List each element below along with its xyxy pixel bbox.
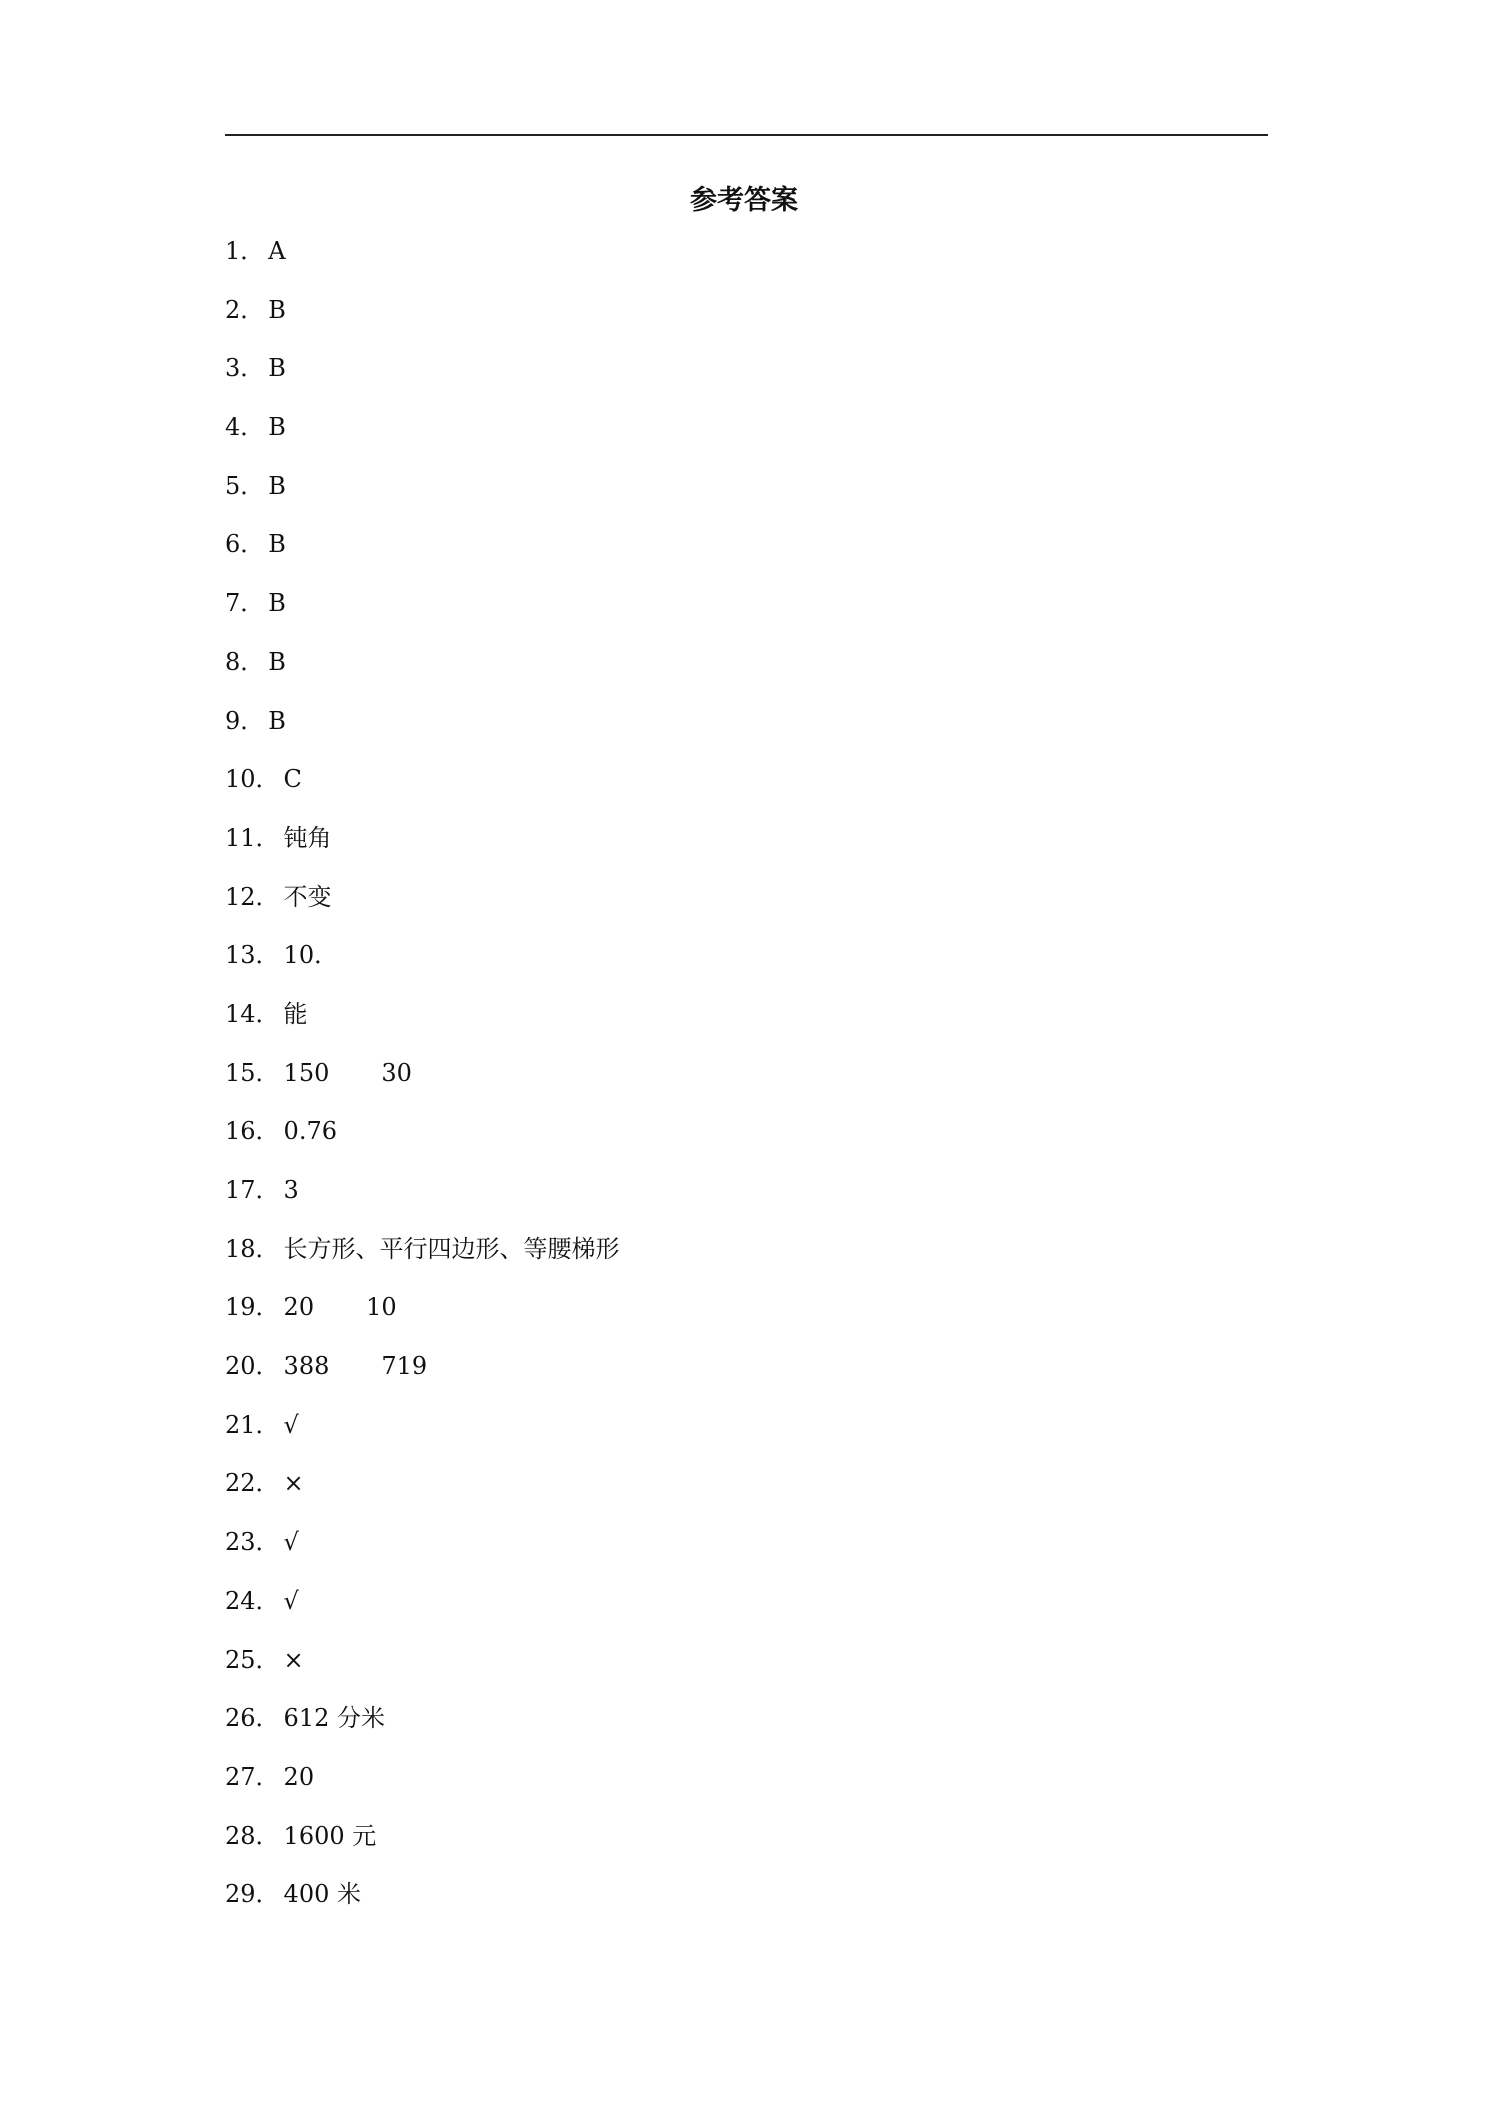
answer-item	[225, 819, 1265, 878]
answer-number: 11．	[225, 823, 280, 852]
answer-number: 24．	[225, 1586, 280, 1615]
answer-item	[225, 1875, 1265, 1934]
answer-number: 21．	[225, 1410, 280, 1439]
answer-number: 10．	[225, 765, 280, 794]
answer-item	[225, 936, 1265, 995]
answer-number: 20．	[225, 1352, 280, 1381]
page-title: 参考答案	[690, 185, 798, 216]
answer-item	[225, 1171, 1265, 1230]
answer-value: ×	[283, 1469, 304, 1498]
answer-item	[225, 995, 1265, 1054]
answer-value: B	[268, 354, 286, 383]
answer-value: B	[268, 295, 286, 324]
answer-value-second: 719	[381, 1352, 428, 1381]
answer-item	[225, 232, 1265, 291]
answer-number: 7．	[225, 589, 265, 618]
answer-value: B	[268, 471, 286, 500]
answer-value: √	[283, 1586, 299, 1615]
answer-number: 12．	[225, 882, 280, 911]
answer-number: 13．	[225, 941, 280, 970]
answer-number: 23．	[225, 1528, 280, 1557]
answer-number: 3．	[225, 354, 265, 383]
answer-value: 10．	[283, 941, 339, 970]
answer-number: 28．	[225, 1821, 280, 1850]
answer-number: 5．	[225, 471, 265, 500]
answer-number: 29．	[225, 1880, 280, 1909]
answer-item	[225, 584, 1265, 643]
answer-value: 20	[283, 1293, 315, 1322]
answer-value-second: 10	[366, 1293, 397, 1322]
answer-item	[225, 1758, 1265, 1817]
answer-number: 19．	[225, 1293, 280, 1322]
answer-number: 26．	[225, 1704, 280, 1733]
header-rule	[225, 134, 1268, 136]
answer-item	[225, 1406, 1265, 1465]
answer-value: 长方形、平行四边形、等腰梯形	[283, 1234, 620, 1263]
answer-value: 0.76	[283, 1117, 337, 1146]
answer-value: √	[283, 1410, 299, 1439]
answer-number: 9．	[225, 706, 265, 735]
answer-item	[225, 1347, 1265, 1406]
answer-item	[225, 408, 1265, 467]
answer-value: ×	[283, 1645, 304, 1674]
answer-number: 27．	[225, 1762, 280, 1791]
answer-item	[225, 1699, 1265, 1758]
answer-value: 钝角	[283, 823, 332, 852]
answer-number: 8．	[225, 647, 265, 676]
answer-item	[225, 760, 1265, 819]
answer-value: B	[268, 530, 286, 559]
answer-item	[225, 1641, 1265, 1700]
answer-item	[225, 1523, 1265, 1582]
answer-item	[225, 1464, 1265, 1523]
answer-value: √	[283, 1528, 299, 1557]
answer-item	[225, 643, 1265, 702]
answer-number: 6．	[225, 530, 265, 559]
answer-number: 4．	[225, 413, 265, 442]
answer-item	[225, 1054, 1265, 1113]
answer-value: 20	[283, 1762, 315, 1791]
answer-value: 388	[283, 1352, 330, 1381]
answer-number: 15．	[225, 1058, 280, 1087]
answer-value: C	[283, 765, 302, 794]
answer-value: 150	[283, 1058, 330, 1087]
answer-value: 不变	[283, 882, 332, 911]
answer-number: 22．	[225, 1469, 280, 1498]
answer-number: 14．	[225, 999, 280, 1028]
answer-item	[225, 878, 1265, 937]
answer-item	[225, 1288, 1265, 1347]
answer-item	[225, 1112, 1265, 1171]
answer-number: 16．	[225, 1117, 280, 1146]
answer-number: 2．	[225, 295, 265, 324]
answer-number: 1．	[225, 237, 265, 265]
answer-number: 25．	[225, 1645, 280, 1674]
answer-item	[225, 1817, 1265, 1876]
answer-value: B	[268, 589, 286, 618]
answer-value: B	[268, 647, 286, 676]
answer-item	[225, 702, 1265, 761]
answer-value: B	[268, 413, 286, 442]
answer-item	[225, 1582, 1265, 1641]
answer-item	[225, 291, 1265, 350]
answer-value: 1600 元	[283, 1821, 377, 1850]
answer-number: 17．	[225, 1176, 280, 1204]
answer-item	[225, 467, 1265, 526]
answer-item	[225, 1230, 1265, 1289]
answer-item	[225, 349, 1265, 408]
answer-list	[225, 232, 1265, 1934]
answer-value: 3	[283, 1176, 299, 1204]
answer-value-second: 30	[381, 1058, 412, 1087]
answer-item	[225, 525, 1265, 584]
answer-value: B	[268, 706, 286, 735]
answer-value: A	[268, 237, 286, 265]
answer-value: 400 米	[283, 1880, 361, 1909]
answer-value: 612 分米	[283, 1704, 385, 1733]
answer-number: 18．	[225, 1234, 280, 1263]
answer-value: 能	[283, 999, 308, 1028]
